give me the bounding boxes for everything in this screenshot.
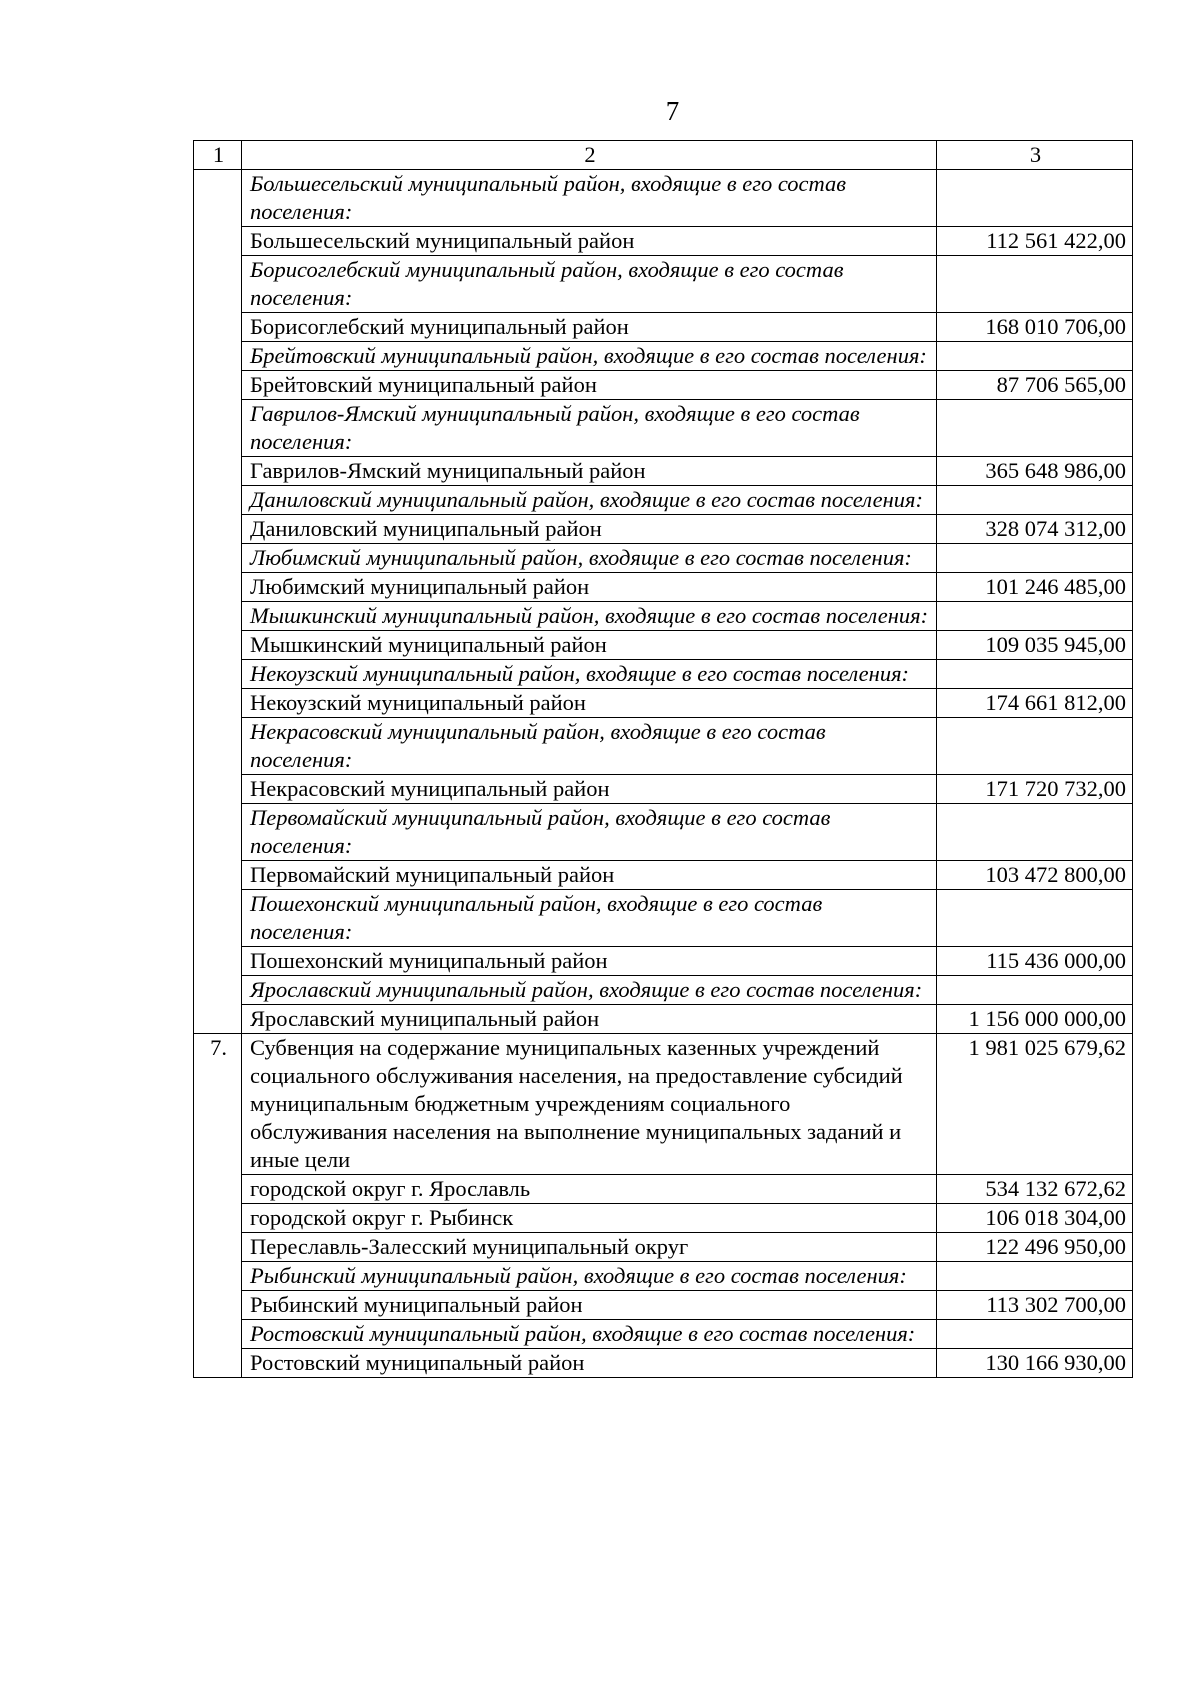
amount-cell — [937, 602, 1133, 631]
amount-cell: 130 166 930,00 — [937, 1349, 1133, 1378]
amount-cell: 1 981 025 679,62 — [937, 1034, 1133, 1175]
amount-cell: 171 720 732,00 — [937, 775, 1133, 804]
group-heading-cell: Ярославский муниципальный район, входящие в его состав поселения: — [242, 976, 937, 1005]
table-row — [194, 515, 1133, 544]
amount-cell: 109 035 945,00 — [937, 631, 1133, 660]
table-body — [194, 141, 1133, 1378]
group-heading-cell: Гаврилов-Ямский муниципальный район, входящие в его состав поселения: — [242, 400, 937, 457]
group-heading-cell: Любимский муниципальный район, входящие в его состав поселения: — [242, 544, 937, 573]
amount-cell: 113 302 700,00 — [937, 1291, 1133, 1320]
amount-cell: 365 648 986,00 — [937, 457, 1133, 486]
group-heading-row — [194, 976, 1133, 1005]
table-row — [194, 313, 1133, 342]
table-row — [194, 227, 1133, 256]
table-row — [194, 573, 1133, 602]
group-heading-row — [194, 1320, 1133, 1349]
group-heading-cell: Борисоглебский муниципальный район, входящие в его состав поселения: — [242, 256, 937, 313]
name-cell: Большесельский муниципальный район — [242, 227, 937, 256]
subvention-table — [193, 140, 1133, 1378]
group-heading-row — [194, 342, 1133, 371]
name-cell: городской округ г. Рыбинск — [242, 1204, 937, 1233]
name-cell: Субвенция на содержание муниципальных казенных учреждений социального обслуживания населения, на предоставление субсидий муниципальным бюджетным учреждениям социального обслуживания населения на выполнение муниципальных заданий и иные цели — [242, 1034, 937, 1175]
table-row — [194, 1175, 1133, 1204]
page-number: 7 — [665, 96, 680, 126]
group-heading-row — [194, 1262, 1133, 1291]
group-heading-row — [194, 170, 1133, 227]
name-cell: Некоузский муниципальный район — [242, 689, 937, 718]
table-row — [194, 1204, 1133, 1233]
column-header-name: 2 — [242, 141, 937, 170]
table-row — [194, 1291, 1133, 1320]
row-number-cell — [194, 170, 242, 1034]
amount-cell — [937, 256, 1133, 313]
name-cell: Переславль-Залесский муниципальный округ — [242, 1233, 937, 1262]
group-heading-row — [194, 804, 1133, 861]
table-row — [194, 689, 1133, 718]
name-cell: городской округ г. Ярославль — [242, 1175, 937, 1204]
group-heading-cell: Мышкинский муниципальный район, входящие в его состав поселения: — [242, 602, 937, 631]
table-row — [194, 861, 1133, 890]
table-row — [194, 457, 1133, 486]
name-cell: Даниловский муниципальный район — [242, 515, 937, 544]
name-cell: Некрасовский муниципальный район — [242, 775, 937, 804]
amount-cell — [937, 1262, 1133, 1291]
group-heading-cell: Рыбинский муниципальный район, входящие в его состав поселения: — [242, 1262, 937, 1291]
name-cell: Борисоглебский муниципальный район — [242, 313, 937, 342]
name-cell: Пошехонский муниципальный район — [242, 947, 937, 976]
group-heading-row — [194, 660, 1133, 689]
table-row — [194, 1349, 1133, 1378]
amount-cell — [937, 170, 1133, 227]
amount-cell: 115 436 000,00 — [937, 947, 1133, 976]
group-heading-row — [194, 890, 1133, 947]
group-heading-cell: Большесельский муниципальный район, входящие в его состав поселения: — [242, 170, 937, 227]
group-heading-cell: Некрасовский муниципальный район, входящие в его состав поселения: — [242, 718, 937, 775]
group-heading-cell: Некоузский муниципальный район, входящие в его состав поселения: — [242, 660, 937, 689]
amount-cell — [937, 804, 1133, 861]
table-header-row — [194, 141, 1133, 170]
amount-cell: 328 074 312,00 — [937, 515, 1133, 544]
table-row — [194, 775, 1133, 804]
amount-cell — [937, 718, 1133, 775]
table-row — [194, 1233, 1133, 1262]
amount-cell: 103 472 800,00 — [937, 861, 1133, 890]
group-heading-cell: Первомайский муниципальный район, входящие в его состав поселения: — [242, 804, 937, 861]
column-header-number: 1 — [194, 141, 242, 170]
amount-cell — [937, 544, 1133, 573]
amount-cell: 168 010 706,00 — [937, 313, 1133, 342]
name-cell: Ростовский муниципальный район — [242, 1349, 937, 1378]
amount-cell: 1 156 000 000,00 — [937, 1005, 1133, 1034]
amount-cell: 174 661 812,00 — [937, 689, 1133, 718]
name-cell: Гаврилов-Ямский муниципальный район — [242, 457, 937, 486]
name-cell: Рыбинский муниципальный район — [242, 1291, 937, 1320]
name-cell: Брейтовский муниципальный район — [242, 371, 937, 400]
group-heading-row — [194, 718, 1133, 775]
table-row — [194, 947, 1133, 976]
amount-cell: 122 496 950,00 — [937, 1233, 1133, 1262]
group-heading-row — [194, 486, 1133, 515]
amount-cell — [937, 890, 1133, 947]
amount-cell — [937, 1320, 1133, 1349]
name-cell: Любимский муниципальный район — [242, 573, 937, 602]
name-cell: Мышкинский муниципальный район — [242, 631, 937, 660]
group-heading-row — [194, 602, 1133, 631]
name-cell: Первомайский муниципальный район — [242, 861, 937, 890]
amount-cell: 101 246 485,00 — [937, 573, 1133, 602]
amount-cell — [937, 486, 1133, 515]
row-number-cell: 7. — [194, 1034, 242, 1378]
group-heading-cell: Брейтовский муниципальный район, входящие в его состав поселения: — [242, 342, 937, 371]
group-heading-cell: Пошехонский муниципальный район, входящие в его состав поселения: — [242, 890, 937, 947]
section-row — [194, 1034, 1133, 1175]
amount-cell: 106 018 304,00 — [937, 1204, 1133, 1233]
amount-cell — [937, 342, 1133, 371]
group-heading-cell: Даниловский муниципальный район, входящие в его состав поселения: — [242, 486, 937, 515]
column-header-amount: 3 — [937, 141, 1133, 170]
table-row — [194, 1005, 1133, 1034]
group-heading-cell: Ростовский муниципальный район, входящие в его состав поселения: — [242, 1320, 937, 1349]
amount-cell: 87 706 565,00 — [937, 371, 1133, 400]
amount-cell: 534 132 672,62 — [937, 1175, 1133, 1204]
amount-cell — [937, 660, 1133, 689]
table-row — [194, 371, 1133, 400]
group-heading-row — [194, 400, 1133, 457]
amount-cell — [937, 976, 1133, 1005]
group-heading-row — [194, 256, 1133, 313]
amount-cell — [937, 400, 1133, 457]
group-heading-row — [194, 544, 1133, 573]
table-row — [194, 631, 1133, 660]
name-cell: Ярославский муниципальный район — [242, 1005, 937, 1034]
amount-cell: 112 561 422,00 — [937, 227, 1133, 256]
